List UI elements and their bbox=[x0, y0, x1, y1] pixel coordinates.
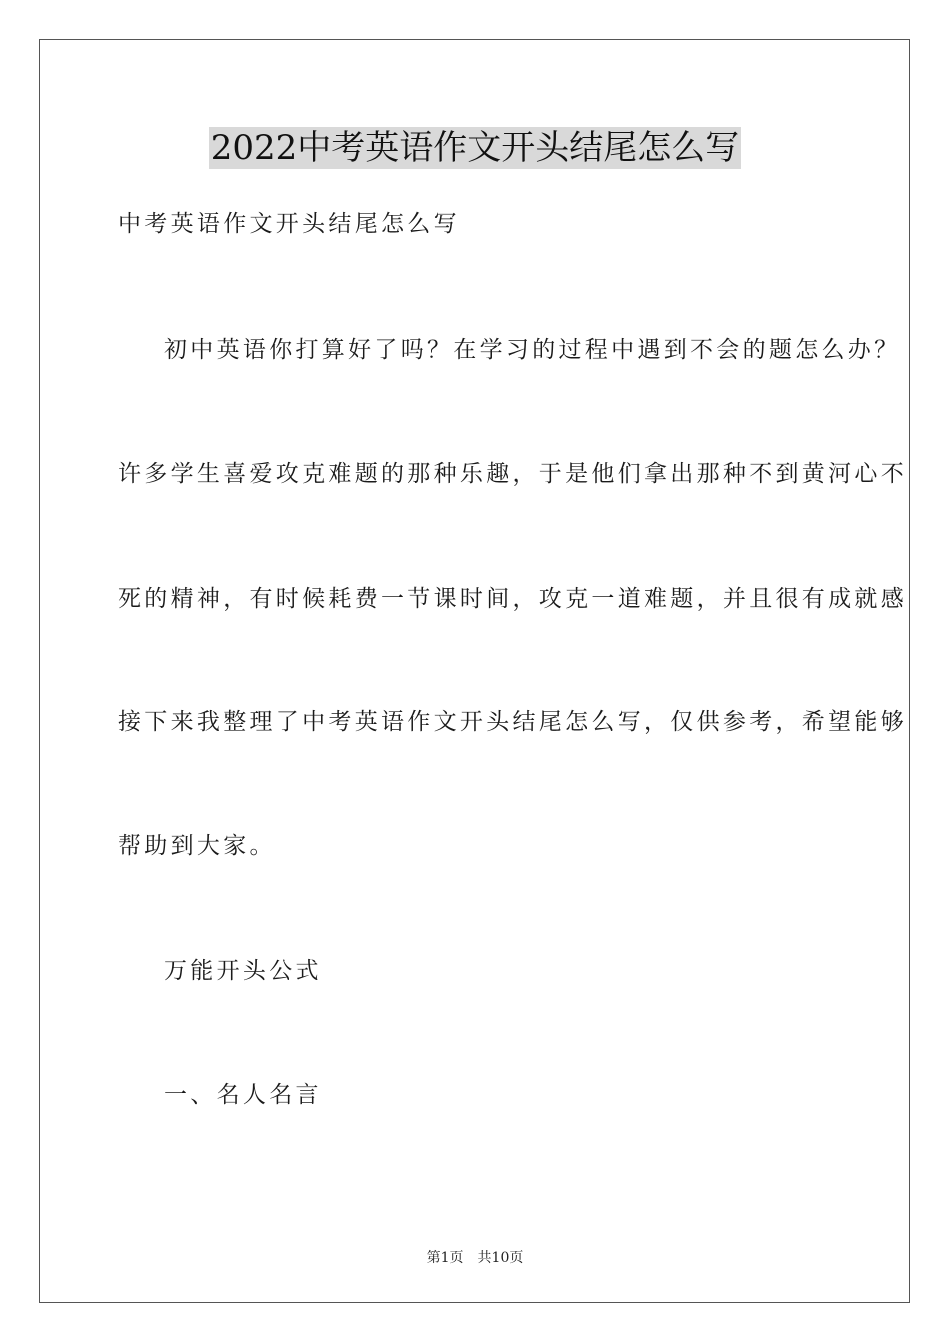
paragraph-line-1: 初中英语你打算好了吗？在学习的过程中遇到不会的题怎么办？ bbox=[164, 337, 901, 363]
title-container bbox=[0, 127, 950, 169]
document-title: 2022中考英语作文开头结尾怎么写 bbox=[210, 128, 740, 168]
section-heading-formula: 万能开头公式 bbox=[164, 958, 322, 984]
paragraph-line-4: 接下来我整理了中考英语作文开头结尾怎么写，仅供参考，希望能够 bbox=[118, 709, 907, 735]
paragraph-line-2: 许多学生喜爱攻克难题的那种乐趣，于是他们拿出那种不到黄河心不 bbox=[118, 461, 907, 487]
document-subtitle: 中考英语作文开头结尾怎么写 bbox=[118, 211, 460, 237]
page-number-current: 第1页 bbox=[426, 1250, 464, 1266]
paragraph-line-3: 死的精神，有时候耗费一节课时间，攻克一道难题，并且很有成就感 bbox=[118, 586, 907, 612]
paragraph-line-5: 帮助到大家。 bbox=[118, 833, 276, 859]
page-number-total: 共10页 bbox=[477, 1250, 524, 1266]
page-footer bbox=[0, 1249, 950, 1267]
section-heading-item-1: 一、名人名言 bbox=[164, 1082, 322, 1108]
